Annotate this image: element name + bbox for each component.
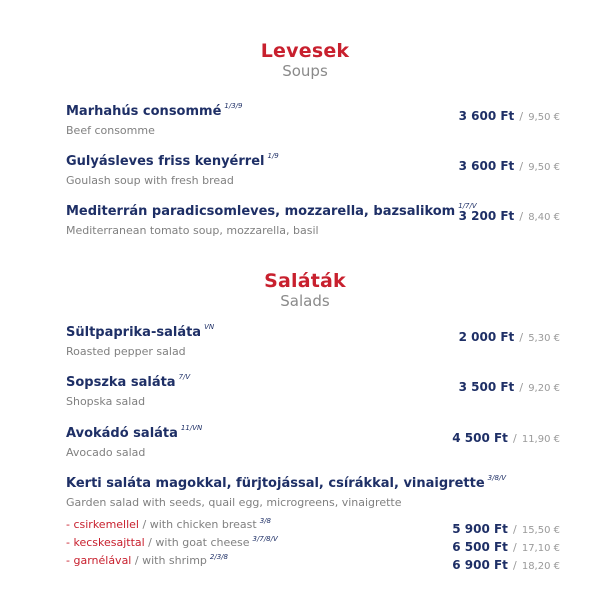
variant-price xyxy=(452,536,560,555)
item-description: Garden salad with seeds, quail egg, microgreens, vinaigrette xyxy=(66,496,402,509)
variant-name-en: with chicken breast xyxy=(149,518,257,531)
variant-separator: / xyxy=(139,518,150,531)
price-eur: 11,90 € xyxy=(521,434,560,445)
price-eur: 9,20 € xyxy=(528,383,560,394)
item-name: Gulyásleves friss kenyérrel xyxy=(66,154,265,169)
item-price xyxy=(459,155,560,174)
price-separator: / xyxy=(513,432,517,445)
allergen-codes: VN xyxy=(204,323,215,331)
salad-variant xyxy=(66,536,560,552)
variant-separator: / xyxy=(131,554,143,567)
allergen-codes: 1/3/9 xyxy=(224,102,243,110)
item-description: Roasted pepper salad xyxy=(66,345,186,358)
price-separator: / xyxy=(519,210,524,223)
price-huf: 3 200 Ft xyxy=(458,209,515,223)
price-huf: 3 600 Ft xyxy=(458,159,515,173)
item-price xyxy=(459,205,560,224)
price-eur: 9,50 € xyxy=(528,112,560,123)
price-eur: 15,50 € xyxy=(521,525,560,536)
item-price xyxy=(459,105,560,124)
item-description: Goulash soup with fresh bread xyxy=(66,174,234,187)
item-name: Marhahús consommé xyxy=(66,104,222,119)
price-separator: / xyxy=(519,160,524,173)
item-name: Avokádó saláta xyxy=(66,426,178,441)
price-eur: 18,20 € xyxy=(521,561,560,572)
variant-name-en: with goat cheese xyxy=(155,536,250,549)
section-title: Levesek xyxy=(260,40,350,62)
item-name: Mediterrán paradicsomleves, mozzarella, bazsalikom xyxy=(66,204,456,219)
section-title: Saláták xyxy=(264,270,346,292)
allergen-codes: 2/3/8 xyxy=(209,553,228,561)
variant-name-en: with shrimp xyxy=(142,554,207,567)
section-subtitle: Soups xyxy=(282,62,328,80)
item-price xyxy=(452,427,560,446)
price-huf: 6 500 Ft xyxy=(452,540,508,554)
item-name: Sültpaprika-saláta xyxy=(66,325,202,340)
item-name: Sopszka saláta xyxy=(66,375,176,390)
price-huf: 4 500 Ft xyxy=(452,431,508,445)
item-description: Avocado salad xyxy=(66,446,146,459)
price-separator: / xyxy=(519,381,524,394)
price-eur: 5,30 € xyxy=(528,333,560,344)
salad-variant xyxy=(66,554,560,570)
price-eur: 8,40 € xyxy=(528,212,560,223)
price-huf: 5 900 Ft xyxy=(452,522,508,536)
variant-price xyxy=(452,554,560,573)
price-huf: 6 900 Ft xyxy=(452,558,508,572)
allergen-codes: 3/8 xyxy=(259,517,271,525)
price-huf: 3 600 Ft xyxy=(458,109,515,123)
item-description: Mediterranean tomato soup, mozzarella, basil xyxy=(66,224,319,237)
price-eur: 9,50 € xyxy=(528,162,560,173)
variant-name-hu: - garnélával xyxy=(66,554,132,567)
price-huf: 3 500 Ft xyxy=(458,380,515,394)
price-separator: / xyxy=(519,110,524,123)
variant-name-hu: - csirkemellel xyxy=(66,518,139,531)
variant-price xyxy=(452,518,560,537)
price-separator: / xyxy=(513,523,517,536)
allergen-codes: 7/V xyxy=(178,373,191,381)
allergen-codes: 11/VN xyxy=(180,424,203,432)
item-description: Beef consomme xyxy=(66,124,155,137)
item-price xyxy=(459,376,560,395)
price-separator: / xyxy=(519,331,524,344)
allergen-codes: 1/7/V xyxy=(458,202,477,210)
price-separator: / xyxy=(513,541,517,554)
soups-section-header xyxy=(0,40,610,80)
allergen-codes: 3/7/8/V xyxy=(252,535,278,543)
price-separator: / xyxy=(513,559,517,572)
allergen-codes: 3/8/V xyxy=(487,474,507,482)
salad-variant xyxy=(66,518,560,534)
variant-name-hu: - kecskesajttal xyxy=(66,536,145,549)
variant-separator: / xyxy=(144,536,156,549)
price-eur: 17,10 € xyxy=(521,543,560,554)
item-price xyxy=(459,326,560,345)
salads-section-header xyxy=(0,270,610,310)
allergen-codes: 1/9 xyxy=(267,152,279,160)
price-huf: 2 000 Ft xyxy=(458,330,515,344)
item-name: Kerti saláta magokkal, fürjtojással, csírákkal, vinaigrette xyxy=(66,476,485,491)
section-subtitle: Salads xyxy=(280,292,330,310)
item-description: Shopska salad xyxy=(66,395,146,408)
